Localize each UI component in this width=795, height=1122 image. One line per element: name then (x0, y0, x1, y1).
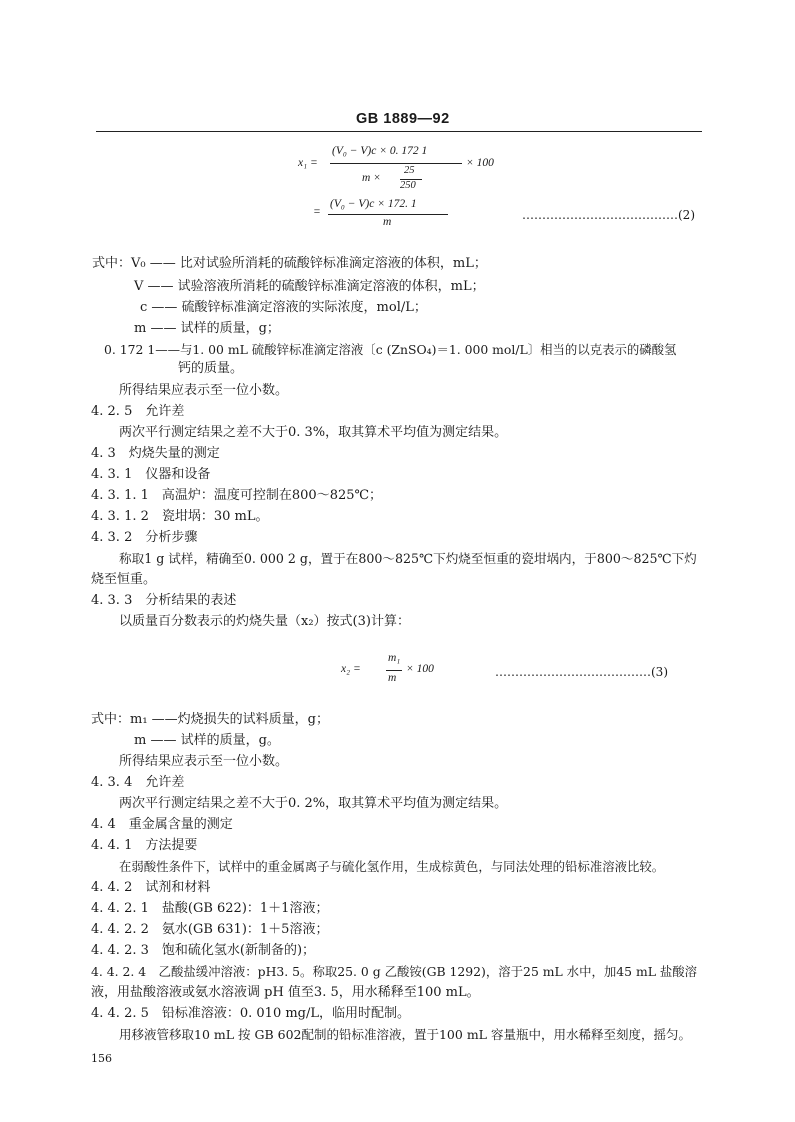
formula-2-lhs: x₁ = (298, 157, 318, 169)
text-line: 4. 4. 2. 3 饱和硫化氢水(新制备的)； (91, 943, 316, 958)
text-line: 以质量百分数表示的灼烧失量（x₂）按式(3)计算： (119, 614, 410, 629)
formula-2-inner-fraction-den: 250 (400, 180, 416, 191)
legend-line: 钙的质量。 (178, 361, 244, 376)
formula-2-equals: = (313, 206, 321, 218)
header-rule (96, 131, 702, 132)
formula-2-inner-fraction-num: 25 (404, 165, 415, 176)
section-heading: 4. 3 灼烧失量的测定 (91, 446, 220, 461)
text-line: 用移液管移取10 mL 按 GB 602配制的铅标准溶液，置于100 mL 容量瓶中，用水稀释至刻度，摇匀。 (119, 1027, 691, 1042)
text-line: 4. 4. 2. 2 氨水(GB 631)：1＋5溶液； (91, 922, 329, 937)
section-heading: 4. 2. 5 允许差 (91, 404, 185, 419)
legend-line: m —— 试样的质量，g； (134, 321, 280, 336)
legend-line: m —— 试样的质量，g。 (134, 733, 280, 748)
text-line: 两次平行测定结果之差不大于0. 2%，取其算术平均值为测定结果。 (119, 796, 508, 811)
text-line: 液，用盐酸溶液或氨水溶液调 pH 值至3. 5，用水稀释至100 mL。 (91, 985, 480, 1000)
legend-line: V —— 试验溶液所消耗的硫酸锌标准滴定溶液的体积，mL； (134, 279, 485, 294)
section-heading: 4. 4 重金属含量的测定 (91, 817, 233, 832)
formula-3-fraction-bar (386, 670, 402, 671)
text-line: 4. 4. 2. 5 铅标准溶液：0. 010 mg/L，临用时配制。 (91, 1006, 411, 1021)
text-line: 4. 3. 1. 2 瓷坩埚：30 mL。 (91, 509, 269, 524)
text-line: 两次平行测定结果之差不大于0. 3%，取其算术平均值为测定结果。 (119, 425, 508, 440)
section-heading: 4. 3. 3 分析结果的表述 (91, 593, 237, 608)
legend-line: c —— 硫酸锌标准滴定溶液的实际浓度，mol/L； (140, 300, 427, 315)
formula-3-denominator: m (388, 672, 397, 684)
text-line: 所得结果应表示至一位小数。 (119, 754, 289, 769)
section-heading: 4. 3. 2 分析步骤 (91, 530, 198, 545)
formula-2-fraction-bar-1 (330, 163, 462, 164)
formula-3-numerator: m₁ (388, 652, 401, 664)
section-heading: 4. 4. 2 试剂和材料 (91, 880, 211, 895)
formula-3-number: …………………………………(3) (495, 665, 668, 679)
text-line: 所得结果应表示至一位小数。 (119, 383, 289, 398)
page-number: 156 (91, 1052, 112, 1065)
standard-header: GB 1889—92 (356, 111, 450, 127)
formula-2-denominator-1: m × (362, 172, 381, 184)
formula-3-times-100: × 100 (406, 663, 434, 675)
formula-2-numerator-2: (V₀ − V)c × 172. 1 (330, 198, 417, 210)
formula-2-times-100: × 100 (466, 157, 494, 169)
section-heading: 4. 4. 1 方法提要 (91, 838, 198, 853)
text-line: 称取1 g 试样，精确至0. 000 2 g，置于在800～825℃下灼烧至恒重的瓷坩埚内，于800～825℃下灼 (119, 551, 697, 566)
section-heading: 4. 3. 1 仪器和设备 (91, 467, 211, 482)
legend-line: 式中：m₁ ——灼烧损失的试料质量，g； (91, 712, 329, 727)
text-line: 4. 4. 2. 4 乙酸盐缓冲溶液：pH3. 5。称取25. 0 g 乙酸铵(GB 1292)，溶于25 mL 水中，加45 mL 盐酸溶 (91, 964, 698, 979)
legend-line: 式中：V₀ —— 比对试验所消耗的硫酸锌标准滴定溶液的体积，mL； (92, 256, 487, 271)
text-line: 4. 4. 2. 1 盐酸(GB 622)：1＋1溶液； (91, 901, 329, 916)
text-line: 烧至恒重。 (91, 572, 157, 587)
legend-line: 0. 172 1——与1. 00 mL 硫酸锌标准滴定溶液〔c (ZnSO₄)＝1. 000 mol/L〕相当的以克表示的磷酸氢 (104, 342, 677, 357)
formula-2-fraction-bar-2 (328, 214, 448, 215)
formula-2-denominator-2: m (383, 216, 392, 228)
formula-3-lhs: x₂ = (341, 663, 361, 675)
text-line: 4. 3. 1. 1 高温炉：温度可控制在800～825℃； (91, 488, 383, 503)
text-line: 在弱酸性条件下，试样中的重金属离子与硫化氢作用，生成棕黄色，与同法处理的铅标准溶液比较。 (119, 859, 665, 874)
formula-2-number: …………………………………(2) (522, 208, 695, 222)
section-heading: 4. 3. 4 允许差 (91, 775, 185, 790)
formula-2-numerator-1: (V₀ − V)c × 0. 172 1 (332, 145, 428, 157)
